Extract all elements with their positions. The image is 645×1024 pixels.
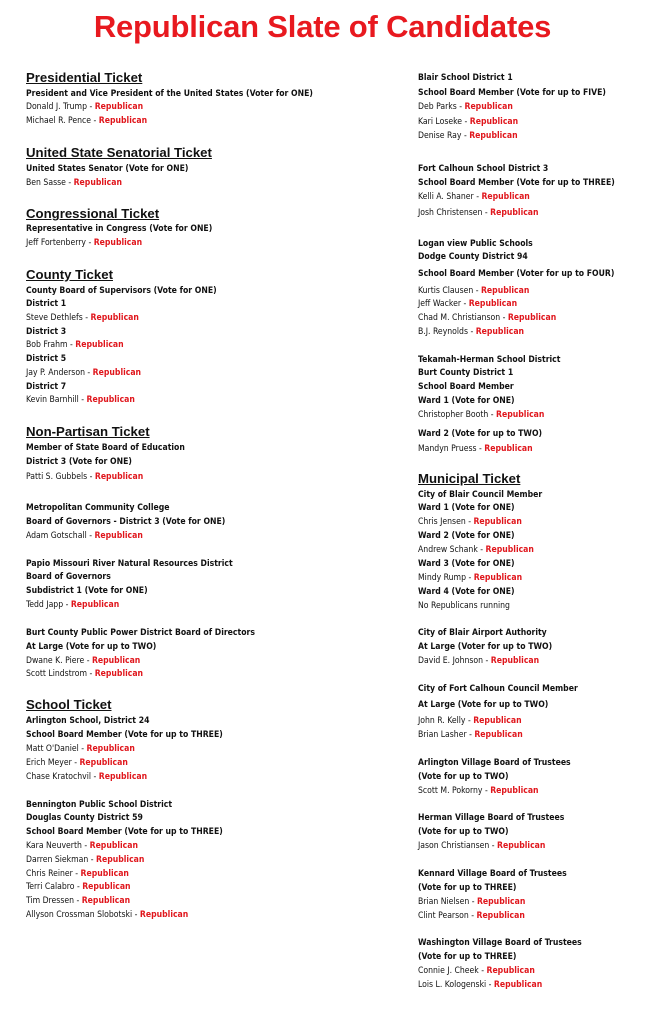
candidate-name: John R. Kelly	[418, 716, 466, 726]
section-heading: Congressional Ticket	[26, 206, 160, 221]
candidate-line: Darren Siekman - Republican	[26, 855, 145, 865]
candidate-line: Chad M. Christianson - Republican	[418, 313, 557, 323]
candidate-name: Chad M. Christianson	[418, 313, 501, 323]
office-label: (Vote for up to TWO)	[418, 827, 509, 837]
candidate-line: Chris Jensen - Republican	[418, 517, 522, 527]
party-label: Republican	[484, 444, 533, 454]
candidate-name: B.J. Reynolds	[418, 327, 468, 337]
candidate-name: Jeff Wacker	[418, 299, 462, 309]
candidate-name: Erich Meyer	[26, 758, 72, 768]
section-heading: United State Senatorial Ticket	[26, 145, 212, 160]
candidate-line: Jeff Fortenberry - Republican	[26, 238, 143, 248]
candidate-name: Darren Siekman	[26, 855, 89, 865]
candidate-name: Jeff Fortenberry	[26, 238, 86, 248]
office-label: Ward 3 (Vote for ONE)	[418, 559, 515, 569]
candidate-line: Tedd Japp - Republican	[26, 600, 120, 610]
office-label: City of Blair Airport Authority	[418, 628, 547, 638]
candidate-name: Jay P. Anderson	[26, 368, 85, 378]
candidate-line: Matt O'Daniel - Republican	[26, 744, 135, 754]
office-label: Papio Missouri River Natural Resources District	[26, 559, 233, 569]
party-label: Republican	[70, 600, 120, 610]
candidate-name: Christopher Booth	[418, 410, 489, 420]
candidate-line: Jeff Wacker - Republican	[418, 299, 518, 309]
party-label: Republican	[490, 786, 539, 796]
candidate-name: David E. Johnson	[418, 656, 484, 666]
office-label: District 3	[26, 327, 67, 337]
party-label: Republican	[507, 313, 557, 323]
candidate-name: Denise Ray	[418, 131, 462, 141]
candidate-line: Brian Lasher - Republican	[418, 730, 523, 740]
candidate-name: Kelli A. Shaner	[418, 192, 474, 202]
office-label: Bennington Public School District	[26, 800, 173, 810]
party-label: Republican	[96, 855, 145, 865]
section-heading: School Ticket	[26, 697, 112, 712]
candidate-line: Mindy Rump - Republican	[418, 573, 523, 583]
office-label: Herman Village Board of Trustees	[418, 813, 565, 823]
candidate-name: Chase Kratochvil	[26, 772, 92, 782]
office-label: School Board Member	[418, 382, 514, 392]
note-text: No Republicans running	[418, 601, 510, 611]
candidate-line: Denise Ray - Republican	[418, 131, 518, 141]
party-label: Republican	[473, 517, 522, 527]
candidate-name: Kevin Barnhill	[26, 395, 79, 405]
office-label: At Large (Vote for up to TWO)	[26, 642, 157, 652]
candidate-line: Chase Kratochvil - Republican	[26, 772, 148, 782]
candidate-line: Deb Parks - Republican	[418, 102, 513, 112]
office-label: City of Fort Calhoun Council Member	[418, 684, 578, 694]
office-label: Subdistrict 1 (Vote for ONE)	[26, 586, 148, 596]
candidate-line: Clint Pearson - Republican	[418, 911, 525, 921]
party-label: Republican	[98, 772, 148, 782]
party-label: Republican	[490, 656, 540, 666]
party-label: Republican	[86, 744, 135, 754]
office-label: Board of Governors - District 3 (Vote for ONE)	[26, 517, 226, 527]
candidate-line: Bob Frahm - Republican	[26, 340, 124, 350]
candidate-name: Kari Loseke	[418, 117, 463, 127]
office-label: At Large (Vote for up to TWO)	[418, 700, 549, 710]
party-label: Republican	[139, 910, 189, 920]
candidate-line: Lois L. Kologenski - Republican	[418, 980, 543, 990]
party-label: Republican	[486, 966, 535, 976]
candidate-name: Josh Christensen	[418, 208, 483, 218]
office-label: District 5	[26, 354, 67, 364]
candidate-name: Scott M. Pokorny	[418, 786, 483, 796]
candidate-line: Brian Nielsen - Republican	[418, 897, 526, 907]
office-label: School Board Member (Vote for up to FIVE)	[418, 88, 606, 98]
office-label: Douglas County District 59	[26, 813, 143, 823]
candidate-line: Allyson Crossman Slobotski - Republican	[26, 910, 189, 920]
party-label: Republican	[476, 897, 526, 907]
candidate-line: Kara Neuverth - Republican	[26, 841, 138, 851]
office-label: Logan view Public Schools	[418, 239, 533, 249]
candidate-name: Chris Reiner	[26, 869, 73, 879]
party-label: Republican	[89, 841, 138, 851]
office-label: (Vote for up to TWO)	[418, 772, 509, 782]
candidate-line: Kurtis Clausen - Republican	[418, 286, 530, 296]
party-label: Republican	[80, 869, 129, 879]
candidate-name: Chris Jensen	[418, 517, 466, 527]
candidate-name: Terri Calabro	[26, 882, 75, 892]
office-label: Fort Calhoun School District 3	[418, 164, 549, 174]
office-label: Kennard Village Board of Trustees	[418, 869, 567, 879]
party-label: Republican	[90, 313, 139, 323]
office-label: President and Vice President of the United States (Voter for ONE)	[26, 89, 313, 99]
section-heading: Presidential Ticket	[26, 70, 143, 85]
office-label: Washington Village Board of Trustees	[418, 938, 582, 948]
party-label: Republican	[468, 299, 518, 309]
candidate-line: Kevin Barnhill - Republican	[26, 395, 135, 405]
office-label: School Board Member (Vote for up to THREE)	[26, 827, 223, 837]
candidate-line: Chris Reiner - Republican	[26, 869, 129, 879]
party-label: Republican	[497, 841, 546, 851]
party-label: Republican	[98, 116, 148, 126]
office-label: District 3 (Vote for ONE)	[26, 457, 132, 467]
party-label: Republican	[485, 545, 534, 555]
candidate-line: Donald J. Trump - Republican	[26, 102, 144, 112]
office-label: Tekamah-Herman School District	[418, 355, 561, 365]
candidate-name: Brian Nielsen	[418, 897, 470, 907]
party-label: Republican	[93, 238, 143, 248]
candidate-name: Scott Lindstrom	[26, 669, 87, 679]
candidate-line: Michael R. Pence - Republican	[26, 116, 148, 126]
office-label: Arlington School, District 24	[26, 716, 150, 726]
candidate-name: Allyson Crossman Slobotski	[26, 910, 133, 920]
candidate-line: Christopher Booth - Republican	[418, 410, 545, 420]
candidate-name: Clint Pearson	[418, 911, 469, 921]
office-label: Burt County District 1	[418, 368, 514, 378]
office-label: Member of State Board of Education	[26, 443, 185, 453]
candidate-line: Jason Christiansen - Republican	[418, 841, 546, 851]
candidate-name: Jason Christiansen	[418, 841, 490, 851]
party-label: Republican	[81, 896, 131, 906]
candidate-name: Dwane K. Piere	[26, 656, 85, 666]
party-label: Republican	[473, 573, 523, 583]
office-label: (Vote for up to THREE)	[418, 883, 517, 893]
candidate-name: Donald J. Trump	[26, 102, 87, 112]
office-label: Ward 4 (Vote for ONE)	[418, 587, 515, 597]
party-label: Republican	[464, 102, 513, 112]
candidate-name: Kurtis Clausen	[418, 286, 474, 296]
section-heading: Non-Partisan Ticket	[26, 424, 150, 439]
candidate-line: Jay P. Anderson - Republican	[26, 368, 142, 378]
section-heading: Municipal Ticket	[418, 471, 521, 486]
party-label: Republican	[73, 178, 122, 188]
office-label: Burt County Public Power District Board of Directors	[26, 628, 255, 638]
party-label: Republican	[481, 192, 530, 202]
party-label: Republican	[94, 669, 144, 679]
candidate-line: Andrew Schank - Republican	[418, 545, 534, 555]
office-label: At Large (Voter for up to TWO)	[418, 642, 553, 652]
party-label: Republican	[496, 410, 545, 420]
candidate-line: Connie J. Cheek - Republican	[418, 966, 535, 976]
office-label: Blair School District 1	[418, 73, 513, 83]
party-label: Republican	[91, 656, 141, 666]
office-label: City of Blair Council Member	[418, 490, 543, 500]
party-label: Republican	[94, 102, 144, 112]
party-label: Republican	[86, 395, 135, 405]
office-label: Ward 2 (Vote for up to TWO)	[418, 429, 543, 439]
candidate-name: Ben Sasse	[26, 178, 66, 188]
office-label: School Board Member (Vote for up to THREE)	[418, 178, 615, 188]
candidate-line: Josh Christensen - Republican	[418, 208, 539, 218]
office-label: Arlington Village Board of Trustees	[418, 758, 571, 768]
candidate-line: Tim Dressen - Republican	[26, 896, 131, 906]
office-label: Representative in Congress (Vote for ONE)	[26, 224, 213, 234]
party-label: Republican	[480, 286, 530, 296]
office-label: Ward 1 (Vote for ONE)	[418, 503, 515, 513]
candidate-name: Lois L. Kologenski	[418, 980, 487, 990]
office-label: Metropolitan Community College	[26, 503, 170, 513]
candidate-line: Kari Loseke - Republican	[418, 117, 519, 127]
office-label: District 7	[26, 382, 67, 392]
party-label: Republican	[474, 730, 523, 740]
candidate-name: Matt O'Daniel	[26, 744, 79, 754]
candidate-name: Mandyn Pruess	[418, 444, 477, 454]
party-label: Republican	[82, 882, 131, 892]
candidate-name: Brian Lasher	[418, 730, 467, 740]
party-label: Republican	[94, 472, 144, 482]
candidate-name: Mindy Rump	[418, 573, 466, 583]
party-label: Republican	[473, 716, 522, 726]
candidate-line: Patti S. Gubbels - Republican	[26, 472, 144, 482]
party-label: Republican	[476, 911, 525, 921]
candidate-name: Adam Gotschall	[26, 531, 87, 541]
candidate-line: Scott M. Pokorny - Republican	[418, 786, 539, 796]
candidate-line: B.J. Reynolds - Republican	[418, 327, 525, 337]
candidate-name: Tim Dressen	[26, 896, 75, 906]
office-label: School Board Member (Voter for up to FOUR)	[418, 269, 615, 279]
candidate-line: Erich Meyer - Republican	[26, 758, 128, 768]
office-label: Ward 1 (Vote for ONE)	[418, 396, 515, 406]
section-heading: County Ticket	[26, 267, 113, 282]
office-label: Board of Governors	[26, 572, 111, 582]
candidate-line: Dwane K. Piere - Republican	[26, 656, 141, 666]
candidate-line: Scott Lindstrom - Republican	[26, 669, 144, 679]
candidate-name: Kara Neuverth	[26, 841, 82, 851]
candidate-line: Adam Gotschall - Republican	[26, 531, 143, 541]
party-label: Republican	[469, 117, 519, 127]
candidate-line: John R. Kelly - Republican	[418, 716, 522, 726]
party-label: Republican	[94, 531, 143, 541]
page-title: Republican Slate of Candidates	[93, 9, 552, 44]
candidate-name: Steve Dethlefs	[26, 313, 83, 323]
party-label: Republican	[92, 368, 142, 378]
office-label: Ward 2 (Vote for ONE)	[418, 531, 515, 541]
candidate-name: Patti S. Gubbels	[26, 472, 88, 482]
candidate-line: Kelli A. Shaner - Republican	[418, 192, 530, 202]
candidate-name: Bob Frahm	[26, 340, 68, 350]
office-label: (Vote for up to THREE)	[418, 952, 517, 962]
candidate-name: Tedd Japp	[26, 600, 64, 610]
candidate-line: Mandyn Pruess - Republican	[418, 444, 533, 454]
office-label: County Board of Supervisors (Vote for ONE)	[26, 286, 217, 296]
party-label: Republican	[75, 340, 124, 350]
party-label: Republican	[475, 327, 525, 337]
candidate-line: David E. Johnson - Republican	[418, 656, 540, 666]
party-label: Republican	[493, 980, 543, 990]
candidate-name: Michael R. Pence	[26, 116, 92, 126]
office-label: Dodge County District 94	[418, 252, 528, 262]
party-label: Republican	[490, 208, 539, 218]
candidate-name: Andrew Schank	[418, 545, 478, 555]
candidate-name: Deb Parks	[418, 102, 457, 112]
candidate-line: Steve Dethlefs - Republican	[26, 313, 139, 323]
office-label: United States Senator (Vote for ONE)	[26, 164, 189, 174]
candidate-line: Terri Calabro - Republican	[26, 882, 131, 892]
office-label: School Board Member (Vote for up to THREE)	[26, 730, 223, 740]
party-label: Republican	[469, 131, 518, 141]
candidate-line: Ben Sasse - Republican	[26, 178, 122, 188]
candidate-name: Connie J. Cheek	[418, 966, 479, 976]
office-label: District 1	[26, 299, 67, 309]
party-label: Republican	[79, 758, 128, 768]
